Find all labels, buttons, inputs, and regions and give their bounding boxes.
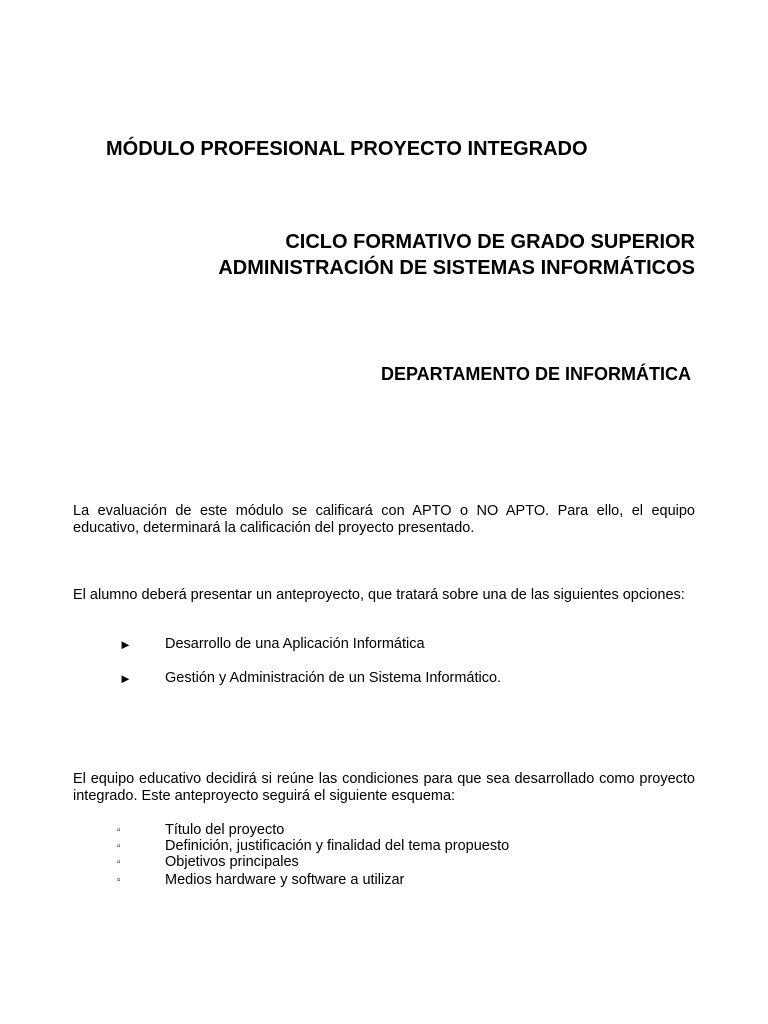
schema-item <box>0 872 768 889</box>
ciclo-title-line-1: CICLO FORMATIVO DE GRADO SUPERIOR <box>285 231 695 253</box>
schema-item-label: Título del proyecto <box>165 822 285 838</box>
square-bullet-icon: ▫ <box>117 857 121 868</box>
square-bullet-icon: ▫ <box>117 875 121 886</box>
schema-item <box>0 854 768 871</box>
preproject-paragraph: El alumno deberá presentar un anteproyecto, que tratará sobre una de las siguientes opciones: <box>73 587 685 603</box>
schema-item-label: Definición, justificación y finalidad del tema propuesto <box>165 838 510 854</box>
module-title: MÓDULO PROFESIONAL PROYECTO INTEGRADO <box>106 138 588 160</box>
schema-item <box>0 822 768 839</box>
option-item <box>0 670 768 688</box>
evaluation-paragraph: La evaluación de este módulo se calificará con APTO o NO APTO. Para ello, el equipo educativo, determinará la calificación del proyecto presentado. <box>73 503 695 536</box>
arrow-bullet-icon: ► <box>119 637 132 652</box>
arrow-bullet-icon: ► <box>119 671 132 686</box>
square-bullet-icon: ▫ <box>117 825 121 836</box>
option-label: Gestión y Administración de un Sistema Informático. <box>165 670 502 686</box>
schema-item-label: Medios hardware y software a utilizar <box>165 872 405 888</box>
ciclo-title-line-2: ADMINISTRACIÓN DE SISTEMAS INFORMÁTICOS <box>218 257 695 279</box>
option-label: Desarrollo de una Aplicación Informática <box>165 636 425 652</box>
schema-item-label: Objetivos principales <box>165 854 299 870</box>
team-decision-paragraph: El equipo educativo decidirá si reúne las condiciones para que sea desarrollado como proyecto integrado. Este anteproyecto seguirá el siguiente esquema: <box>73 771 695 804</box>
schema-item <box>0 838 768 855</box>
square-bullet-icon: ▫ <box>117 841 121 852</box>
department-title: DEPARTAMENTO DE INFORMÁTICA <box>381 364 691 384</box>
option-item <box>0 636 768 654</box>
